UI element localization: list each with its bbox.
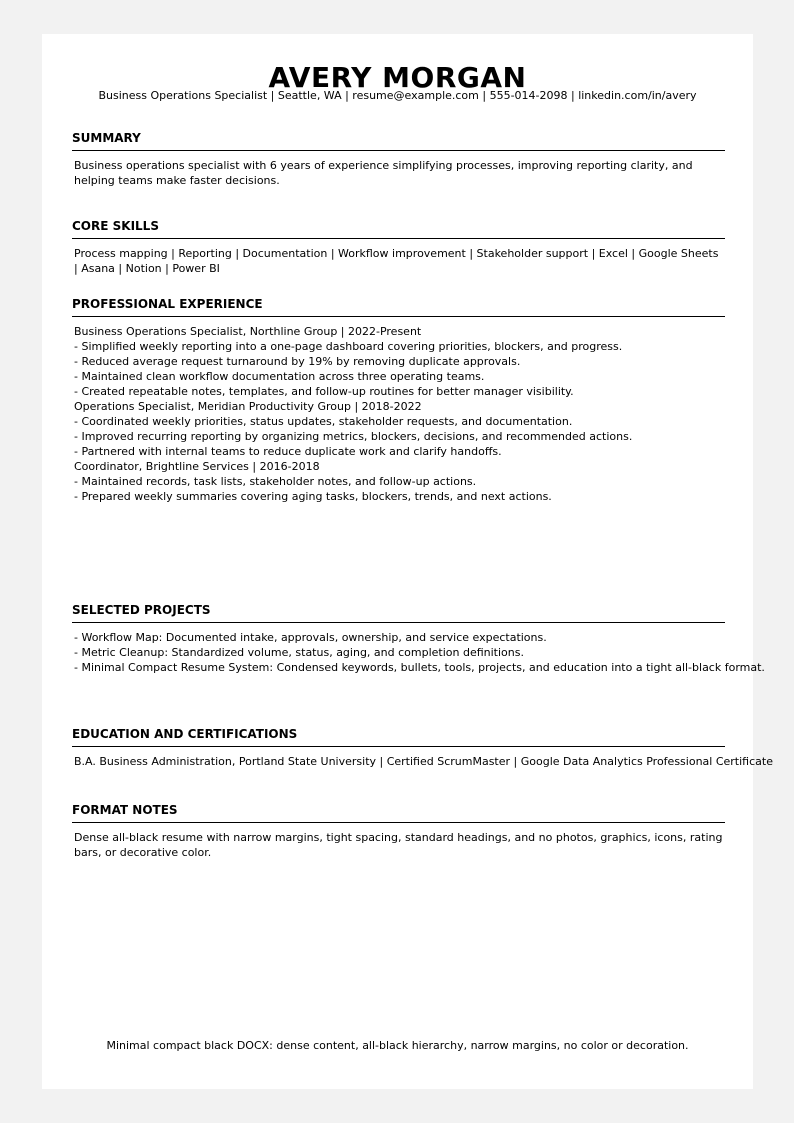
projects-section xyxy=(72,603,765,675)
summary-text: Business operations specialist with 6 years of experience simplifying processes, improving reporting clarity, and helping teams make faster decisions. xyxy=(74,159,693,187)
format-notes-heading: FORMAT NOTES xyxy=(72,803,725,823)
experience-bullet: - Simplified weekly reporting into a one-page dashboard covering priorities, blockers, and progress. xyxy=(74,340,623,353)
experience-bullet: - Partnered with internal teams to reduce duplicate work and clarify handoffs. xyxy=(74,445,502,458)
candidate-name: AVERY MORGAN xyxy=(268,61,527,94)
project-item: - Metric Cleanup: Standardized volume, status, aging, and completion definitions. xyxy=(74,646,524,659)
experience-bullet: - Created repeatable notes, templates, and follow-up routines for better manager visibility. xyxy=(74,385,574,398)
summary-heading: SUMMARY xyxy=(72,131,725,151)
experience-role-title: Coordinator, Brightline Services | 2016-2018 xyxy=(74,460,320,473)
experience-bullet: - Coordinated weekly priorities, status updates, stakeholder requests, and documentation. xyxy=(74,415,573,428)
page-footer: Minimal compact black DOCX: dense content, all-black hierarchy, narrow margins, no color or decoration. xyxy=(106,1039,689,1052)
experience-section xyxy=(72,297,725,504)
experience-bullet: - Maintained clean workflow documentation across three operating teams. xyxy=(74,370,485,383)
experience-role-title: Operations Specialist, Meridian Productivity Group | 2018-2022 xyxy=(74,400,422,413)
projects-heading: SELECTED PROJECTS xyxy=(72,603,725,623)
skills-heading: CORE SKILLS xyxy=(72,219,725,239)
experience-bullet: - Maintained records, task lists, stakeholder notes, and follow-up actions. xyxy=(74,475,477,488)
experience-bullet: - Improved recurring reporting by organizing metrics, blockers, decisions, and recommended actions. xyxy=(74,430,633,443)
format-notes-section xyxy=(72,803,725,860)
experience-heading: PROFESSIONAL EXPERIENCE xyxy=(72,297,725,317)
contact-line: Business Operations Specialist | Seattle, WA | resume@example.com | 555-014-2098 | linkedin.com/in/avery xyxy=(98,89,697,102)
experience-role-title: Business Operations Specialist, Northline Group | 2022-Present xyxy=(74,325,422,338)
education-heading: EDUCATION AND CERTIFICATIONS xyxy=(72,727,725,747)
resume-page xyxy=(42,34,773,1089)
education-section xyxy=(72,727,773,769)
skills-text: Process mapping | Reporting | Documentation | Workflow improvement | Stakeholder support | Excel | Google Sheets | Asana | Notion | Power BI xyxy=(74,247,719,275)
experience-bullet: - Prepared weekly summaries covering aging tasks, blockers, trends, and next actions. xyxy=(74,490,552,503)
summary-section xyxy=(72,131,725,188)
education-text: B.A. Business Administration, Portland State University | Certified ScrumMaster | Google Data Analytics Professional Certificate xyxy=(74,755,773,768)
project-item: - Minimal Compact Resume System: Condensed keywords, bullets, tools, projects, and education into a tight all-black format. xyxy=(74,661,765,674)
skills-section xyxy=(72,219,725,276)
format-notes-text: Dense all-black resume with narrow margins, tight spacing, standard headings, and no photos, graphics, icons, rating bars, or decorative color. xyxy=(74,831,723,859)
project-item: - Workflow Map: Documented intake, approvals, ownership, and service expectations. xyxy=(74,631,547,644)
experience-bullet: - Reduced average request turnaround by 19% by removing duplicate approvals. xyxy=(74,355,521,368)
